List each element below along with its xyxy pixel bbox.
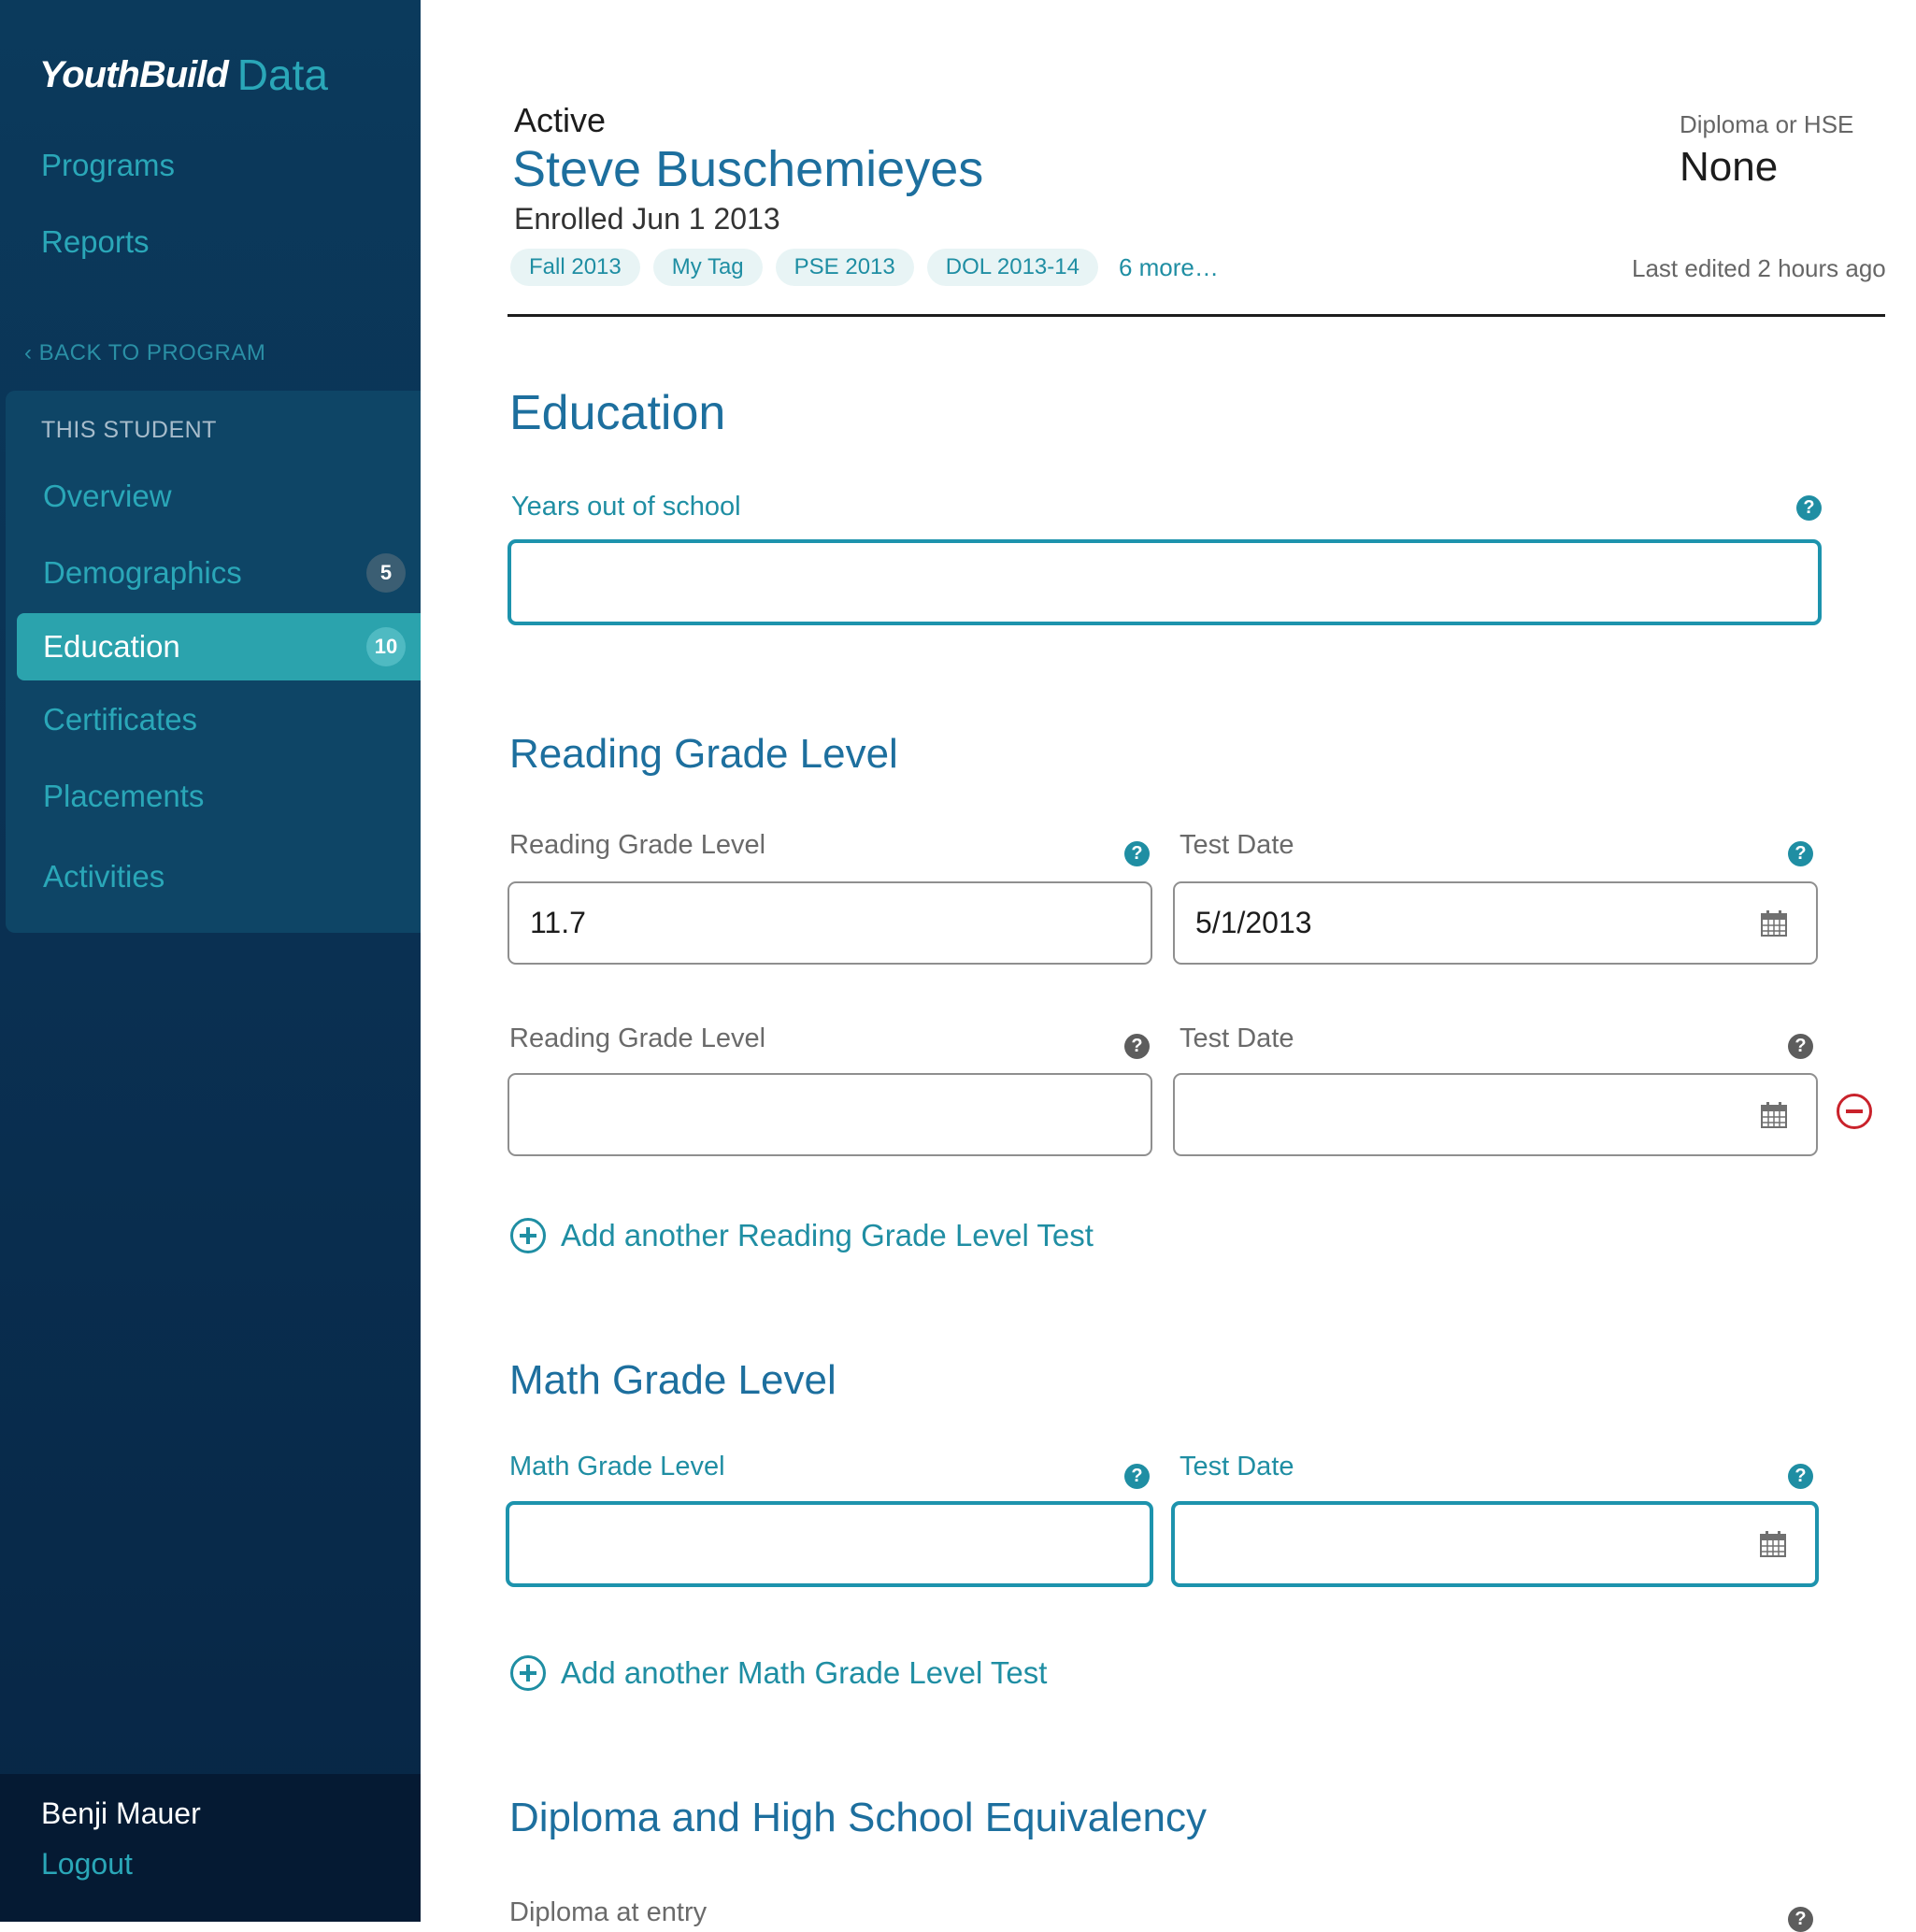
tag[interactable]: DOL 2013-14 <box>927 249 1098 286</box>
diploma-status-value: None <box>1680 144 1779 190</box>
math-title: Math Grade Level <box>509 1357 836 1403</box>
add-reading-label: Add another Reading Grade Level Test <box>561 1218 1094 1252</box>
math-date-label: Test Date <box>1180 1452 1294 1481</box>
help-icon[interactable]: ? <box>1124 1464 1150 1489</box>
user-name: Benji Mauer <box>41 1796 201 1830</box>
add-math-label: Add another Math Grade Level Test <box>561 1655 1048 1690</box>
more-tags-link[interactable]: 6 more… <box>1118 252 1219 281</box>
student-nav-placements[interactable] <box>17 763 421 830</box>
tag[interactable]: My Tag <box>653 249 763 286</box>
count-badge: 10 <box>366 627 406 666</box>
math-level-input[interactable] <box>506 1501 1153 1587</box>
reading-level-input[interactable]: 11.7 <box>508 881 1152 965</box>
sidebar <box>0 0 421 1922</box>
help-icon[interactable]: ? <box>1788 1464 1813 1489</box>
nav-programs[interactable]: Programs <box>41 148 176 182</box>
diploma-status-label: Diploma or HSE <box>1680 110 1854 138</box>
student-nav-education[interactable] <box>17 613 421 680</box>
nav-item-label: Certificates <box>43 702 198 737</box>
help-icon[interactable]: ? <box>1788 1034 1813 1059</box>
count-badge: 5 <box>366 553 406 593</box>
years-out-input[interactable] <box>508 539 1822 625</box>
student-nav-demographics[interactable] <box>17 539 421 607</box>
tag-list <box>510 249 1219 286</box>
student-nav-activities[interactable] <box>17 843 421 910</box>
calendar-icon[interactable] <box>1760 1101 1788 1129</box>
reading-title: Reading Grade Level <box>509 731 898 777</box>
diploma-section-title: Diploma and High School Equivalency <box>509 1795 1207 1840</box>
plus-circle-icon <box>510 1218 546 1253</box>
nav-reports[interactable]: Reports <box>41 224 150 259</box>
reading-date-input[interactable] <box>1173 1073 1818 1156</box>
nav-item-label: Activities <box>43 859 165 894</box>
logo-suffix: Data <box>236 50 328 99</box>
student-nav-overview[interactable] <box>17 463 421 530</box>
add-reading-test-button[interactable] <box>510 1218 1094 1253</box>
education-title: Education <box>509 386 726 440</box>
last-edited: Last edited 2 hours ago <box>1632 254 1886 282</box>
header-divider <box>508 314 1885 317</box>
tag[interactable]: Fall 2013 <box>510 249 640 286</box>
date-value: 5/1/2013 <box>1195 906 1312 939</box>
help-icon[interactable]: ? <box>1788 1907 1813 1932</box>
reading-level-input[interactable] <box>508 1073 1152 1156</box>
student-nav-title: THIS STUDENT <box>41 417 217 443</box>
nav-item-label: Education <box>43 629 180 664</box>
logo-mark: YouthBuild <box>39 53 228 95</box>
student-nav-certificates[interactable] <box>17 686 421 753</box>
student-nav-panel <box>6 391 421 933</box>
plus-circle-icon <box>510 1655 546 1691</box>
add-math-test-button[interactable] <box>510 1655 1047 1691</box>
logo[interactable] <box>39 37 328 112</box>
remove-row-icon[interactable] <box>1837 1094 1872 1129</box>
user-block <box>0 1774 421 1922</box>
years-out-label: Years out of school <box>511 492 741 522</box>
student-name: Steve Buschemieyes <box>512 141 984 197</box>
nav-item-label: Overview <box>43 479 172 513</box>
enrolled-date: Enrolled Jun 1 2013 <box>514 202 780 236</box>
reading-level-label: Reading Grade Level <box>509 1023 766 1053</box>
back-to-program-link[interactable]: ‹ BACK TO PROGRAM <box>24 340 266 365</box>
student-status: Active <box>514 101 607 139</box>
test-date-label: Test Date <box>1180 830 1294 860</box>
help-icon[interactable]: ? <box>1124 841 1150 866</box>
nav-item-label: Placements <box>43 779 205 813</box>
reading-level-label: Reading Grade Level <box>509 830 766 860</box>
help-icon[interactable]: ? <box>1796 495 1822 521</box>
math-date-input[interactable] <box>1171 1501 1819 1587</box>
math-level-label: Math Grade Level <box>509 1452 725 1481</box>
test-date-label: Test Date <box>1180 1023 1294 1053</box>
diploma-at-entry-label: Diploma at entry <box>509 1897 708 1927</box>
reading-date-input[interactable] <box>1173 881 1818 965</box>
nav-item-label: Demographics <box>43 555 242 590</box>
calendar-icon[interactable] <box>1759 1530 1787 1558</box>
help-icon[interactable]: ? <box>1124 1034 1150 1059</box>
tag[interactable]: PSE 2013 <box>776 249 914 286</box>
help-icon[interactable]: ? <box>1788 841 1813 866</box>
logout-link[interactable]: Logout <box>41 1847 133 1881</box>
calendar-icon[interactable] <box>1760 909 1788 937</box>
